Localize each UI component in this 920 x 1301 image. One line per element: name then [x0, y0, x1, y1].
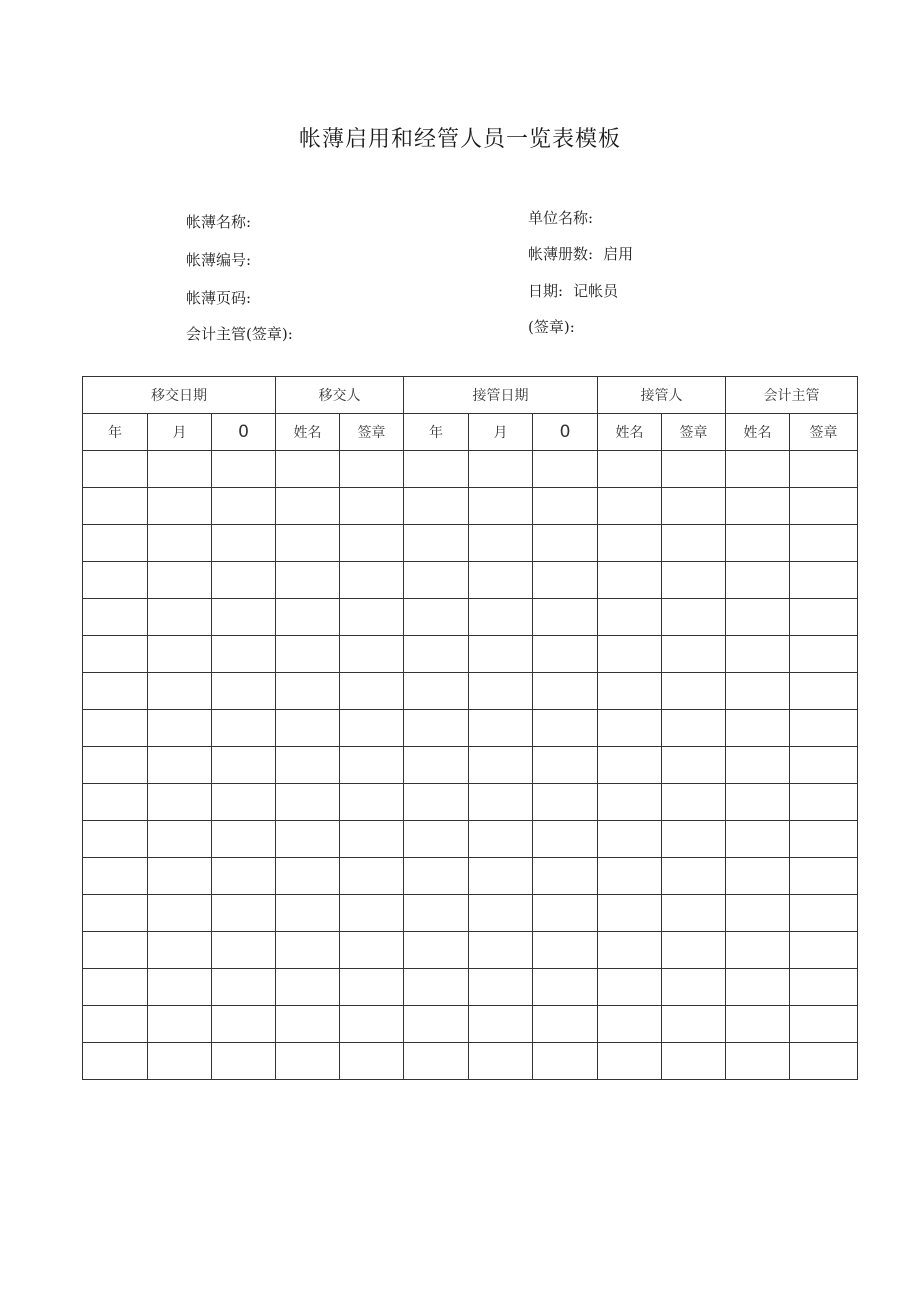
table-cell[interactable] — [662, 451, 726, 488]
table-cell[interactable] — [212, 932, 276, 969]
table-cell[interactable] — [598, 710, 662, 747]
sub-header-signature: 签章 — [662, 414, 726, 451]
table-cell[interactable] — [790, 673, 858, 710]
table-cell[interactable] — [83, 895, 148, 932]
table-cell[interactable] — [340, 525, 404, 562]
table-cell[interactable] — [598, 488, 662, 525]
sub-header-row — [83, 414, 858, 451]
table-cell[interactable] — [148, 562, 212, 599]
table-cell[interactable] — [598, 821, 662, 858]
table-cell[interactable] — [276, 747, 340, 784]
table-cell[interactable] — [726, 1043, 790, 1080]
table-cell[interactable] — [83, 1006, 148, 1043]
table-cell[interactable] — [340, 821, 404, 858]
table-cell[interactable] — [404, 562, 469, 599]
table-cell[interactable] — [148, 636, 212, 673]
table-cell[interactable] — [662, 673, 726, 710]
table-cell[interactable] — [276, 599, 340, 636]
table-cell[interactable] — [533, 710, 598, 747]
table-cell[interactable] — [276, 969, 340, 1006]
table-cell[interactable] — [83, 451, 148, 488]
table-cell[interactable] — [212, 673, 276, 710]
table-cell[interactable] — [212, 1006, 276, 1043]
table-cell[interactable] — [276, 1043, 340, 1080]
table-cell[interactable] — [533, 895, 598, 932]
page-title: 帐薄启用和经管人员一览表模板 — [298, 127, 621, 152]
table-cell[interactable] — [790, 821, 858, 858]
table-cell[interactable] — [83, 673, 148, 710]
table-cell[interactable] — [469, 1043, 533, 1080]
table-cell[interactable] — [790, 599, 858, 636]
table-cell[interactable] — [148, 821, 212, 858]
table-cell[interactable] — [404, 673, 469, 710]
table-cell[interactable] — [83, 636, 148, 673]
table-cell[interactable] — [598, 747, 662, 784]
table-cell[interactable] — [469, 710, 533, 747]
date-label: 日期: — [528, 282, 564, 300]
table-cell[interactable] — [340, 599, 404, 636]
table-cell[interactable] — [276, 488, 340, 525]
group-header-handover-date: 移交日期 — [83, 377, 276, 414]
table-cell[interactable] — [83, 562, 148, 599]
table-cell[interactable] — [276, 784, 340, 821]
table-cell[interactable] — [404, 895, 469, 932]
table-cell[interactable] — [790, 1006, 858, 1043]
table-cell[interactable] — [790, 932, 858, 969]
table-row — [83, 1006, 858, 1043]
table-cell[interactable] — [276, 673, 340, 710]
table-cell[interactable] — [404, 969, 469, 1006]
group-header-takeover-person: 接管人 — [598, 377, 726, 414]
table-cell[interactable] — [726, 1006, 790, 1043]
table-cell[interactable] — [533, 562, 598, 599]
table-cell[interactable] — [469, 821, 533, 858]
table-cell[interactable] — [662, 562, 726, 599]
table-cell[interactable] — [83, 858, 148, 895]
table-cell[interactable] — [83, 932, 148, 969]
sub-header-signature: 签章 — [340, 414, 404, 451]
group-header-handover-person: 移交人 — [276, 377, 404, 414]
table-cell[interactable] — [790, 488, 858, 525]
table-cell[interactable] — [469, 451, 533, 488]
table-cell[interactable] — [404, 932, 469, 969]
table-cell[interactable] — [148, 710, 212, 747]
table-cell[interactable] — [469, 932, 533, 969]
table-cell[interactable] — [469, 1006, 533, 1043]
table-row — [83, 599, 858, 636]
table-cell[interactable] — [726, 673, 790, 710]
table-cell[interactable] — [598, 636, 662, 673]
table-cell[interactable] — [469, 525, 533, 562]
table-cell[interactable] — [404, 1043, 469, 1080]
table-cell[interactable] — [726, 969, 790, 1006]
volume-count-label: 帐薄册数: — [528, 245, 594, 263]
table-cell[interactable] — [662, 1043, 726, 1080]
volume-count-line — [528, 243, 633, 264]
table-cell[interactable] — [148, 1006, 212, 1043]
table-cell[interactable] — [469, 488, 533, 525]
table-cell[interactable] — [404, 1006, 469, 1043]
table-cell[interactable] — [662, 488, 726, 525]
table-cell[interactable] — [276, 636, 340, 673]
sub-header-signature: 签章 — [790, 414, 858, 451]
table-row — [83, 821, 858, 858]
table-cell[interactable] — [212, 451, 276, 488]
table-cell[interactable] — [726, 636, 790, 673]
table-cell[interactable] — [469, 858, 533, 895]
table-cell[interactable] — [533, 673, 598, 710]
table-cell[interactable] — [148, 488, 212, 525]
table-row — [83, 784, 858, 821]
table-row — [83, 673, 858, 710]
table-cell[interactable] — [726, 932, 790, 969]
table-row — [83, 858, 858, 895]
table-cell[interactable] — [533, 858, 598, 895]
table-cell[interactable] — [340, 784, 404, 821]
table-cell[interactable] — [83, 710, 148, 747]
table-cell[interactable] — [790, 747, 858, 784]
table-cell[interactable] — [598, 895, 662, 932]
table-cell[interactable] — [340, 488, 404, 525]
table-cell[interactable] — [148, 784, 212, 821]
table-cell[interactable] — [212, 969, 276, 1006]
table-cell[interactable] — [212, 525, 276, 562]
table-cell[interactable] — [340, 858, 404, 895]
table-cell[interactable] — [469, 673, 533, 710]
table-cell[interactable] — [726, 821, 790, 858]
table-cell[interactable] — [212, 821, 276, 858]
table-cell[interactable] — [662, 747, 726, 784]
date-line — [528, 280, 618, 301]
table-cell[interactable] — [404, 525, 469, 562]
table-cell[interactable] — [148, 932, 212, 969]
table-cell[interactable] — [83, 525, 148, 562]
table-cell[interactable] — [340, 562, 404, 599]
signature-label: (签章): — [528, 318, 575, 336]
table-row — [83, 562, 858, 599]
table-row — [83, 525, 858, 562]
sub-header-year: 年 — [83, 414, 148, 451]
table-cell[interactable] — [340, 1006, 404, 1043]
table-cell[interactable] — [662, 599, 726, 636]
table-cell[interactable] — [469, 895, 533, 932]
table-cell[interactable] — [212, 488, 276, 525]
table-cell[interactable] — [148, 599, 212, 636]
bookkeeper-label: 记帐员 — [573, 282, 619, 300]
table-cell[interactable] — [790, 710, 858, 747]
table-cell[interactable] — [212, 784, 276, 821]
table-cell[interactable] — [212, 747, 276, 784]
group-header-row — [83, 377, 858, 414]
table-cell[interactable] — [726, 562, 790, 599]
table-cell[interactable] — [726, 895, 790, 932]
table-cell[interactable] — [469, 747, 533, 784]
table-cell[interactable] — [598, 599, 662, 636]
table-cell[interactable] — [148, 673, 212, 710]
sub-header-name: 姓名 — [276, 414, 340, 451]
table-cell[interactable] — [212, 599, 276, 636]
table-cell[interactable] — [533, 784, 598, 821]
table-cell[interactable] — [662, 784, 726, 821]
table-cell[interactable] — [533, 932, 598, 969]
table-cell[interactable] — [276, 710, 340, 747]
table-cell[interactable] — [276, 525, 340, 562]
table-cell[interactable] — [533, 1043, 598, 1080]
table-cell[interactable] — [83, 784, 148, 821]
table-cell[interactable] — [212, 895, 276, 932]
table-cell[interactable] — [790, 969, 858, 1006]
sub-header-month: 月 — [148, 414, 212, 451]
table-cell[interactable] — [790, 636, 858, 673]
table-cell[interactable] — [404, 599, 469, 636]
table-cell[interactable] — [404, 784, 469, 821]
table-cell[interactable] — [726, 747, 790, 784]
table-cell[interactable] — [598, 673, 662, 710]
table-cell[interactable] — [340, 932, 404, 969]
table-row — [83, 488, 858, 525]
table-cell[interactable] — [662, 710, 726, 747]
book-name-label: 帐薄名称: — [186, 213, 252, 231]
sub-header-month: 月 — [469, 414, 533, 451]
table-cell[interactable] — [469, 599, 533, 636]
table-cell[interactable] — [598, 525, 662, 562]
table-cell[interactable] — [598, 969, 662, 1006]
table-cell[interactable] — [212, 636, 276, 673]
table-cell[interactable] — [662, 858, 726, 895]
table-cell[interactable] — [726, 710, 790, 747]
unit-name-label: 单位名称: — [528, 209, 594, 227]
table-cell[interactable] — [404, 636, 469, 673]
table-cell[interactable] — [148, 451, 212, 488]
table-row — [83, 932, 858, 969]
table-cell[interactable] — [212, 710, 276, 747]
table-cell[interactable] — [404, 821, 469, 858]
table-cell[interactable] — [340, 747, 404, 784]
table-cell[interactable] — [662, 1006, 726, 1043]
table-row — [83, 747, 858, 784]
table-cell[interactable] — [276, 932, 340, 969]
accounting-supervisor-label: 会计主管(签章): — [186, 325, 293, 343]
table-cell[interactable] — [790, 895, 858, 932]
table-cell[interactable] — [83, 969, 148, 1006]
table-cell[interactable] — [533, 1006, 598, 1043]
table-cell[interactable] — [726, 451, 790, 488]
table-cell[interactable] — [404, 747, 469, 784]
table-row — [83, 451, 858, 488]
table-cell[interactable] — [276, 1006, 340, 1043]
table-cell[interactable] — [598, 858, 662, 895]
table-cell[interactable] — [148, 895, 212, 932]
sub-header-day: 0 — [212, 414, 276, 451]
table-cell[interactable] — [533, 636, 598, 673]
sub-header-name: 姓名 — [726, 414, 790, 451]
table-cell[interactable] — [790, 1043, 858, 1080]
table-cell[interactable] — [276, 451, 340, 488]
table-cell[interactable] — [469, 969, 533, 1006]
table-cell[interactable] — [790, 858, 858, 895]
table-cell[interactable] — [83, 599, 148, 636]
table-cell[interactable] — [340, 895, 404, 932]
table-cell[interactable] — [469, 636, 533, 673]
table-cell[interactable] — [340, 673, 404, 710]
table-row — [83, 895, 858, 932]
table-row — [83, 710, 858, 747]
table-cell[interactable] — [340, 710, 404, 747]
table-cell[interactable] — [598, 932, 662, 969]
table-cell[interactable] — [212, 562, 276, 599]
table-cell[interactable] — [404, 488, 469, 525]
table-cell[interactable] — [726, 784, 790, 821]
table-row — [83, 636, 858, 673]
book-number-label: 帐薄编号: — [186, 251, 252, 269]
table-cell[interactable] — [83, 488, 148, 525]
table-cell[interactable] — [212, 858, 276, 895]
table-cell[interactable] — [726, 525, 790, 562]
table-cell[interactable] — [662, 821, 726, 858]
table-cell[interactable] — [148, 969, 212, 1006]
sub-header-year: 年 — [404, 414, 469, 451]
table-cell[interactable] — [340, 969, 404, 1006]
table-cell[interactable] — [726, 488, 790, 525]
table-cell[interactable] — [340, 451, 404, 488]
table-cell[interactable] — [148, 747, 212, 784]
table-cell[interactable] — [598, 784, 662, 821]
table-cell[interactable] — [276, 562, 340, 599]
custody-table — [82, 376, 858, 1080]
table-cell[interactable] — [598, 562, 662, 599]
table-cell[interactable] — [276, 821, 340, 858]
table-cell[interactable] — [790, 525, 858, 562]
table-cell[interactable] — [726, 599, 790, 636]
table-row — [83, 969, 858, 1006]
table-cell[interactable] — [340, 636, 404, 673]
table-cell[interactable] — [598, 451, 662, 488]
table-cell[interactable] — [533, 599, 598, 636]
table-cell[interactable] — [212, 1043, 276, 1080]
enable-label: 启用 — [603, 245, 634, 263]
table-cell[interactable] — [276, 858, 340, 895]
table-cell[interactable] — [148, 525, 212, 562]
table-cell[interactable] — [662, 895, 726, 932]
table-cell[interactable] — [148, 858, 212, 895]
table-cell[interactable] — [790, 451, 858, 488]
table-cell[interactable] — [790, 784, 858, 821]
table-cell[interactable] — [276, 895, 340, 932]
table-cell[interactable] — [83, 1043, 148, 1080]
table-cell[interactable] — [533, 969, 598, 1006]
table-cell[interactable] — [533, 451, 598, 488]
table-cell[interactable] — [662, 636, 726, 673]
table-cell[interactable] — [726, 858, 790, 895]
table-cell[interactable] — [469, 562, 533, 599]
group-header-accounting-supervisor: 会计主管 — [726, 377, 858, 414]
table-cell[interactable] — [83, 747, 148, 784]
table-cell[interactable] — [469, 784, 533, 821]
table-cell[interactable] — [533, 747, 598, 784]
table-cell[interactable] — [404, 858, 469, 895]
table-cell[interactable] — [533, 821, 598, 858]
sub-header-day: 0 — [533, 414, 598, 451]
table-cell[interactable] — [790, 562, 858, 599]
table-cell[interactable] — [404, 451, 469, 488]
table-cell[interactable] — [598, 1006, 662, 1043]
group-header-takeover-date: 接管日期 — [404, 377, 598, 414]
table-cell[interactable] — [340, 1043, 404, 1080]
table-cell[interactable] — [148, 1043, 212, 1080]
table-cell[interactable] — [598, 1043, 662, 1080]
table-cell[interactable] — [662, 932, 726, 969]
table-cell[interactable] — [533, 525, 598, 562]
sub-header-name: 姓名 — [598, 414, 662, 451]
table-cell[interactable] — [533, 488, 598, 525]
table-cell[interactable] — [662, 969, 726, 1006]
table-cell[interactable] — [662, 525, 726, 562]
table-row — [83, 1043, 858, 1080]
table-cell[interactable] — [404, 710, 469, 747]
book-pages-label: 帐薄页码: — [186, 289, 252, 307]
table-cell[interactable] — [83, 821, 148, 858]
